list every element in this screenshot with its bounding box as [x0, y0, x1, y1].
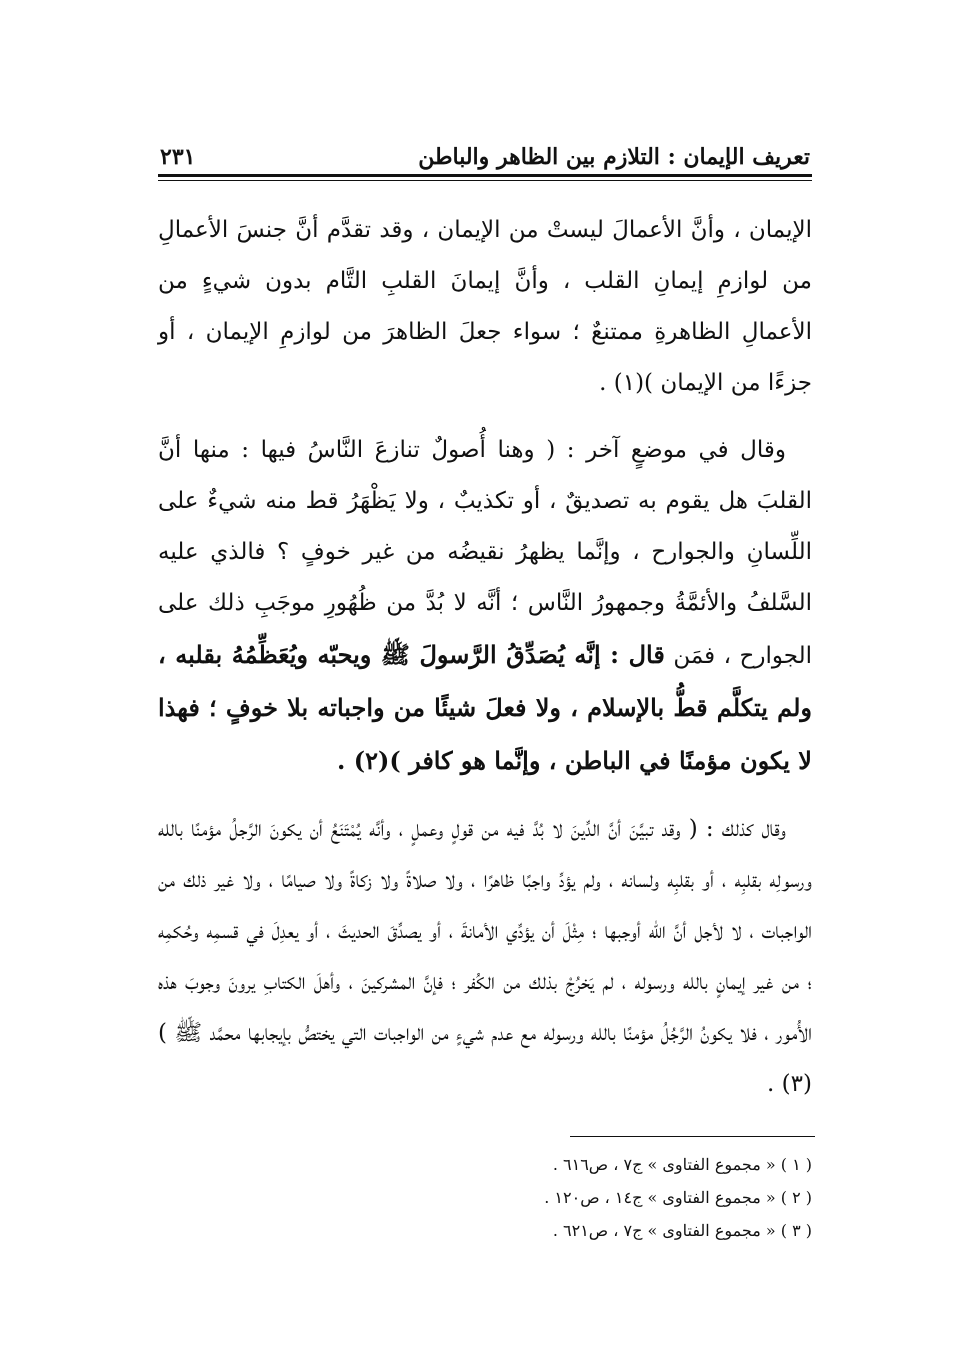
header-rule-thick — [158, 174, 812, 177]
running-title: تعريف الإيمان : التلازم بين الظاهر والباطن — [418, 144, 810, 170]
paragraph-2 — [158, 425, 812, 788]
header-rule-thin — [158, 180, 812, 181]
paragraph-2-text: وقال في موضعٍ آخر : ( وهنا أُصولٌ تنازعَ النَّاسُ فيها : منها أنَّ القلبَ هل يقوم به تصديقٌ ، أو تكذيبٌ ، ولا يَظْهَرُ قط منه شيءٌ على اللِّسانِ والجوارح ، وإنَّما يظهرُ نقيضُه من غير خوفٍ ؟ فالذي عليه السَّلفُ والأئمَّةُ وجمهورُ النَّاس ؛ أنَّه لا بُدَّ من ظُهُورِ موجَبِ ذلك على الجوارح ، فمَن — [158, 437, 812, 669]
body-text — [158, 205, 812, 1110]
footnotes — [400, 1148, 812, 1247]
paragraph-3 — [158, 804, 812, 1110]
paragraph-1 — [158, 205, 812, 409]
paragraph-3-text: وقال كذلك : ( وقد تبيَّنَ أنَّ الدِّينَ لا بُدَّ فيه من قولٍ وعملٍ ، وأنَّه يُمْتَنَعُ أن يكونَ الرَّجلُ مؤمنًا بالله ورسولِه بقلبِه ، أو بقلبِه ولسانه ، ولم يؤدِّ واجبًا ظاهرًا ، ولا صلاةً ولا زكاةً ولا صيامًا ، ولا غير ذلك من الواجبات ، لا لأجل أنَّ الله أوجبها ؛ مِثْلَ أن يؤدِّي الأمانةَ ، أو يصدِّقَ الحديثَ ، أو يعدِلَ في قسمِه وحُكمِه ؛ من غير إيمانٍ بالله ورسوله ، لم يَخرُجْ بذلك من الكُفر ؛ فإنَّ المشركينَ ، وأهلَ الكتابِ يرونَ وجوبَ هذه الأُمور ، فلا يكونُ الرَّجُلُ مؤمنًا بالله ورسوله مع عدم شيءٍ من الواجبات التي يختصُّ بإيجابها محمَّد ﷺ )(٣) . — [158, 816, 812, 1097]
footnote-1: ( ١ ) « مجموع الفتاوى » ج٧ ، ص٦١٦ . — [552, 1155, 812, 1174]
footnote-rule — [570, 1136, 815, 1137]
page-header — [160, 140, 810, 170]
paragraph-2-bold-text: قال : إنَّه يُصَدِّقُ الرَّسولَ ﷺ ويحبّه ويُعَظِّمُهُ بقلبه ، ولم يتكلَّم قطُّ بالإسلام ، ولا فعلَ شيئًا من واجباته بلا خوفٍ ؛ فهذا لا يكون مؤمنًا في الباطن ، وإنَّما هو كافر )(٢) . — [158, 640, 812, 775]
page-number: ٢٣١ — [160, 144, 196, 170]
paragraph-1-text: الإيمان ، وأنَّ الأعمالَ ليستْ من الإيمان ، وقد تقدَّم أنَّ جنسَ الأعمالِ من لوازمِ إيمانِ القلب ، وأنَّ إيمانَ القلبِ التَّام بدون شيءٍ من الأعمالِ الظاهرةِ ممتنعٌ ؛ سواء جعلَ الظاهرَ من لوازمِ الإيمان ، أو جزءًا من الإيمان )(١) . — [158, 217, 812, 396]
footnote-2: ( ٢ ) « مجموع الفتاوى » ج١٤ ، ص١٢٠ . — [544, 1188, 812, 1207]
footnote-3: ( ٣ ) « مجموع الفتاوى » ج٧ ، ص٦٢١ . — [552, 1221, 812, 1240]
